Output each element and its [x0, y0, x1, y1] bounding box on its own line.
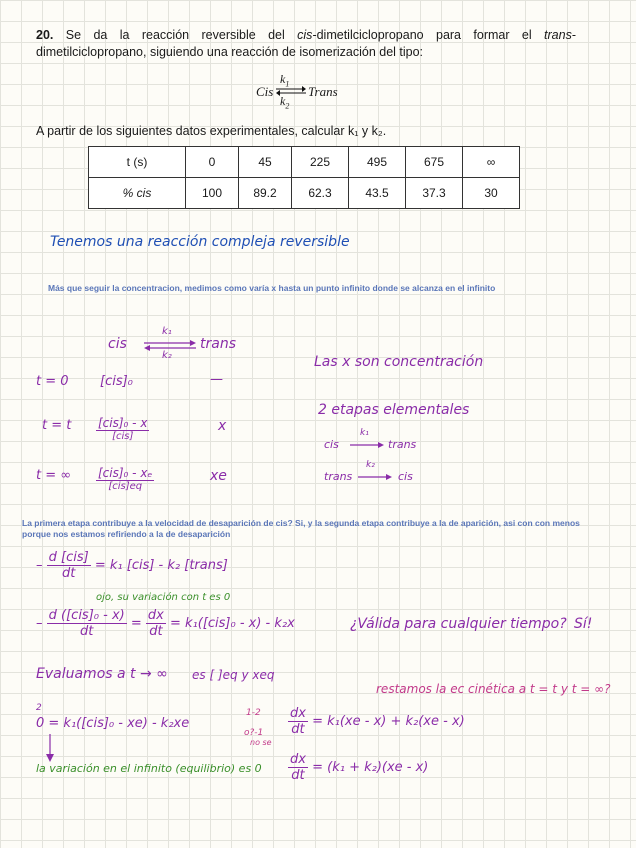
- rate-equation: – $\frac{\text{d [cis]}}{dt}$ = k₁ [cis] - k₂ [trans]: [36, 550, 228, 581]
- scheme-k1: k₁: [162, 326, 172, 337]
- reaction-left: Cis: [256, 84, 274, 99]
- step2-left: trans: [324, 470, 353, 483]
- equation-2: – $\frac{\text{d ([cis]₀ - x)}}{dt}$ = $\frac{dx}{dt}$ = k₁([cis]₀ - x) - k₂x: [36, 608, 295, 639]
- table-cell: 225: [292, 147, 349, 178]
- eq3-mark: 2: [36, 703, 42, 713]
- scheme-cis: cis: [108, 336, 127, 352]
- tt-trans: x: [218, 418, 227, 434]
- arrow-right-icon: [350, 442, 384, 448]
- table-cell: 43.5: [349, 178, 406, 209]
- note-eval: Evaluamos a t → ∞: [36, 666, 168, 682]
- table-header-label: t (s): [89, 147, 186, 178]
- step1-k: k₁: [360, 428, 369, 438]
- t0-label: t = 0: [36, 374, 69, 389]
- note-complex: Tenemos una reacción compleja reversible: [50, 234, 350, 250]
- table-cell: 45: [239, 147, 292, 178]
- note-eval-es: es [ ]eq y xeq: [192, 668, 275, 682]
- scheme-trans: trans: [200, 336, 236, 352]
- t0-cis: [cis]₀: [100, 374, 133, 389]
- note-restamos: restamos la ec cinética a t = t y t = ∞?: [376, 682, 611, 696]
- step2-right: cis: [398, 470, 413, 483]
- note-valid-question: ¿Válida para cualquier tiempo?: [350, 616, 567, 632]
- note-ojo: ojo, su variación con t es 0: [96, 592, 231, 603]
- equation-3-rhs: $\frac{dx}{dt}$ = k₁(xe - x) + k₂(xe - x): [290, 706, 465, 737]
- data-table: [88, 146, 520, 209]
- reaction-scheme: [240, 72, 370, 112]
- table-row-cis: [89, 178, 520, 209]
- eq3-ref3: no se: [250, 738, 272, 747]
- problem-statement: [36, 27, 576, 61]
- eq3-ref: 1-2: [246, 708, 261, 718]
- problem-cis-word: cis: [297, 28, 313, 42]
- table-cell: 100: [186, 178, 239, 209]
- tinf-cis: $\frac{\text{[cis]₀ - xₑ}}{\text{[cis]eq}}$: [98, 466, 153, 492]
- table-cell: 62.3: [292, 178, 349, 209]
- t0-trans: —: [210, 372, 223, 387]
- reaction-k1: $k_1$: [280, 72, 290, 89]
- table-row-time: [89, 147, 520, 178]
- reaction-right: Trans: [308, 84, 338, 99]
- note-valid-answer: Sí!: [574, 616, 593, 632]
- note-x-conc: Las x son concentración: [314, 354, 484, 370]
- arrow-down-icon: [44, 734, 56, 762]
- tinf-trans: xe: [210, 468, 227, 484]
- eq3-ref2: o?-1: [244, 728, 264, 738]
- note-green: la variación en el infinito (equilibrio) es 0: [36, 762, 262, 775]
- table-cell: 30: [463, 178, 520, 209]
- problem-text-2: -dimetilciclopropano para formar el: [312, 28, 545, 42]
- table-cell: ∞: [463, 147, 520, 178]
- table-cell: 675: [406, 147, 463, 178]
- note-method: Más que seguir la concentracion, medimos como varía x hasta un punto infinito donde se alcanza en el infinito: [48, 283, 496, 293]
- step1-left: cis: [324, 438, 339, 451]
- problem-text-1: Se da la reacción reversible del: [53, 28, 298, 42]
- equation-3-lhs: 0 = k₁([cis]₀ - xe) - k₂xe: [36, 716, 190, 731]
- table-cell: 89.2: [239, 178, 292, 209]
- table-cell: 0: [186, 147, 239, 178]
- problem-text-3: -dimetilciclopropano, siguiendo una reacción de isomerización del tipo:: [36, 28, 576, 59]
- arrow-right-icon: [358, 474, 392, 480]
- equation-4: $\frac{dx}{dt}$ = (k₁ + k₂)(xe - x): [290, 752, 429, 783]
- step2-k: k₂: [366, 460, 375, 470]
- scheme-k2: k₂: [162, 350, 172, 361]
- problem-number: 20.: [36, 28, 54, 42]
- table-row-label: % cis: [89, 178, 186, 209]
- step1-right: trans: [388, 438, 417, 451]
- table-cell: 37.3: [406, 178, 463, 209]
- tt-label: t = t: [42, 418, 72, 433]
- note-first-step: La primera etapa contribuye a la velocidad de desaparición de cis? Si, y la segunda etapa contribuye a la de aparición, asi con con menos porque nos estamos refiriendo a la de desaparición: [22, 518, 580, 539]
- table-cell: 495: [349, 147, 406, 178]
- question-text: A partir de los siguientes datos experimentales, calcular k₁ y k₂.: [36, 124, 387, 138]
- problem-trans-word: trans: [544, 28, 572, 42]
- tt-cis: $\frac{\text{[cis]₀ - x}}{\text{[cis]}}$: [98, 416, 148, 442]
- tinf-label: t = ∞: [36, 468, 72, 483]
- note-two-steps: 2 etapas elementales: [318, 402, 470, 418]
- reaction-k2: $k_2$: [280, 94, 290, 111]
